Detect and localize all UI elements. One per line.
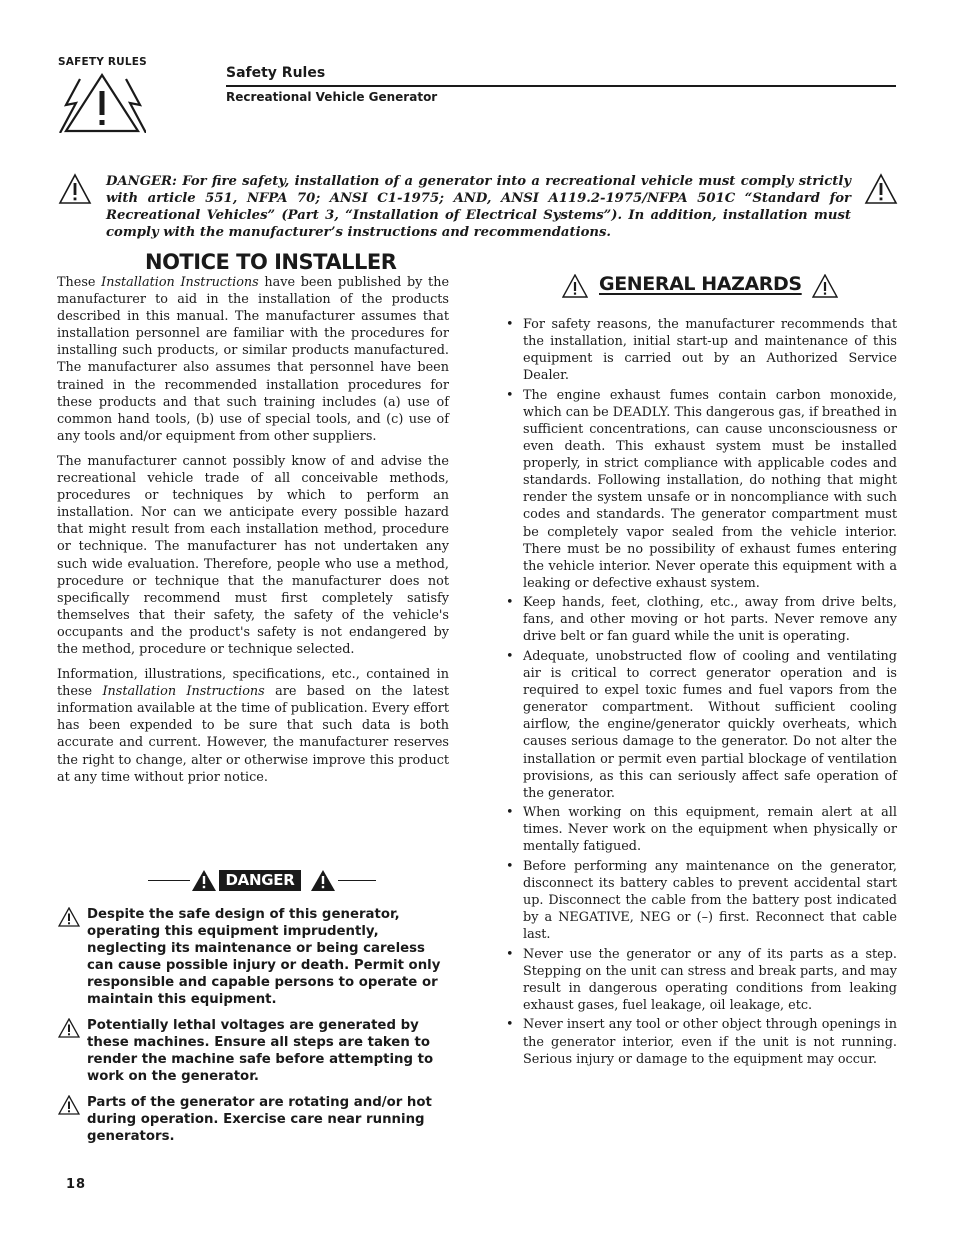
bullet: • — [506, 946, 514, 962]
list-item-text: Never insert any tool or other object through openings in the generator interior, even if the unit is not running. Serious injury or damage to the equipment may occur. — [523, 1017, 897, 1067]
list-item-text: Adequate, unobstructed flow of cooling and ventilating air is critical to correct generator operation and is required to expel toxic fumes and fuel vapors from the generator compartment. Without sufficient cooling airflow, the engine/generator quickly overheats, which causes serious damage to the generator. Do not alter the installation or permit even partial blockage of ventilation provisions, as this can seriously affect safe operation of the generator. — [523, 648, 897, 801]
list-item-text: For safety reasons, the manufacturer recommends that the installation, initial start-up and maintenance of this equipment is carried out by an Authorized Service Dealer. — [523, 317, 897, 384]
text-run: These — [57, 275, 102, 290]
safety-rules-logo — [58, 56, 148, 133]
text-run: have been published by the manufacturer to aid in the installation of the products described in this manual. The manufacturer assumes that installation personnel are familiar with the procedures for installing such products, or similar products manufactured. The manufacturer also assumes that personnel have been trained in the recommended installation procedures for these products and that such training includes (a) use of common hand tools, (b) use of special tools, and (c) use of any tools and/or equipment from other suppliers. — [57, 275, 450, 444]
warning-text: Despite the safe design of this generator, operating this equipment imprudently, neglecting its maintenance or being careless can cause possible injury or death. Permit only responsible and capable persons to operate or maintain this equipment. — [87, 907, 441, 1007]
notice-body — [57, 274, 449, 786]
header-title: Safety Rules — [226, 65, 326, 81]
banner-rule — [338, 880, 376, 881]
list-item — [506, 1016, 897, 1067]
bullet: • — [506, 317, 514, 332]
general-hazards-list — [506, 316, 897, 1070]
header-divider — [226, 85, 896, 87]
bullet: • — [506, 595, 514, 611]
bullet: • — [506, 858, 514, 874]
warning-triangle-icon — [58, 1018, 80, 1038]
list-item-text: Before performing any maintenance on the generator, disconnect its battery cables to prevent accidental start up. Disconnect the cable from the battery post indicated by a NEGATIVE, NEG or (–) first. Reconnect that cable last. — [523, 858, 897, 943]
warning-triangle-icon — [58, 173, 92, 205]
list-item — [506, 804, 897, 855]
warning-text: Potentially lethal voltages are generated by these machines. Ensure all steps are taken to render the machine safe before attempting to work on the generator. — [87, 1018, 434, 1084]
bullet: • — [506, 1017, 514, 1033]
bullet: • — [506, 648, 514, 664]
logo-label: SAFETY RULES — [58, 56, 147, 68]
text-run: Information, illustrations, specifications, etc., contained in these — [57, 667, 449, 700]
warning-solid-icon — [311, 870, 335, 891]
list-item-text: Keep hands, feet, clothing, etc., away from drive belts, fans, and other moving or hot parts. Never remove any drive belt or fan guard while the unit is operating. — [523, 595, 897, 645]
list-item — [506, 946, 897, 1014]
general-hazards-title: GENERAL HAZARDS — [599, 273, 802, 295]
warning-triangle-icon — [58, 1095, 80, 1115]
warning-triangle-icon — [562, 274, 588, 298]
warning-triangle-icon — [812, 274, 838, 298]
banner-rule — [148, 880, 190, 881]
warning-solid-icon — [192, 870, 216, 891]
danger-banner — [148, 870, 376, 892]
list-item-text: Never use the generator or any of its parts as a step. Stepping on the unit can stress and break parts, and may result in dangerous operating conditions from leaking exhaust gases, fuel leakage, oil leakage, etc. — [523, 946, 897, 1013]
warning-triangle-icon — [58, 907, 80, 927]
list-item — [506, 858, 897, 943]
text-run: are based on the latest information available at the time of publication. Every effort has been expended to be sure that such data is both accurate and current. However, the manufacturer reserves the right to change, alter or otherwise improve this product at any time without prior notice. — [57, 684, 449, 785]
notice-paragraph — [57, 666, 449, 786]
list-item-text: The engine exhaust fumes contain carbon monoxide, which can be DEADLY. This dangerous gas, if breathed in sufficient concentrations, can cause unconsciousness or even death. This exhaust system must be installed properly, in strict compliance with applicable codes and standards. Following installation, do nothing that might render the system unsafe or in noncompliance with such codes and standards. The generator compartment must be completely vapor sealed from the vehicle interior. There must be no possibility of exhaust fumes entering the vehicle interior. Never operate this equipment with a leaking or defective exhaust system. — [523, 387, 897, 591]
list-item — [506, 648, 897, 802]
page-number: 18 — [66, 1177, 87, 1192]
warning-triangle-icon — [864, 173, 898, 205]
list-item — [506, 387, 897, 592]
list-item-text: When working on this equipment, remain alert at all times. Never work on the equipment when physically or mentally fatigued. — [523, 805, 897, 855]
text-run-italic: Installation Instructions — [102, 684, 265, 700]
fire-safety-danger-statement: DANGER: For fire safety, installation of a generator into a recreational vehicle must comply strictly with article 551, NFPA 70; ANSI C1-1975; AND, ANSI A119.2-1975/NFPA 501C “Standard for Recreational Vehicles” (Part 3, “Installation of Electrical Systems”). In addition, installation must comply with the manufacturer’s instructions and recommendations. — [106, 174, 851, 240]
bullet: • — [506, 805, 514, 821]
notice-paragraph: The manufacturer cannot possibly know of and advise the recreational vehicle trade of all conceivable methods, procedures or techniques by which to perform an installation. Nor can we anticipate every possible hazard that might result from each installation method, procedure or technique. The manufacturer has not undertaken any such wide evaluation. Therefore, people who use a method, procedure or technique that the manufacturer does not specifically recommend must first completely satisfy themselves that their safety, the safety of the vehicle's occupants and the product's safety is not endangered by the method, procedure or technique selected. — [57, 453, 449, 657]
header-subtitle: Recreational Vehicle Generator — [226, 90, 438, 104]
list-item — [506, 594, 897, 645]
list-item — [506, 316, 897, 384]
bullet: • — [506, 387, 514, 403]
danger-label: DANGER — [219, 870, 301, 891]
lightning-warning-icon — [58, 71, 146, 133]
notice-to-installer-heading: NOTICE TO INSTALLER — [145, 250, 397, 274]
notice-paragraph — [57, 274, 449, 445]
text-run-italic: Installation Instructions — [101, 275, 259, 290]
warning-text: Parts of the generator are rotating and/or hot during operation. Exercise care near running generators. — [87, 1095, 432, 1144]
